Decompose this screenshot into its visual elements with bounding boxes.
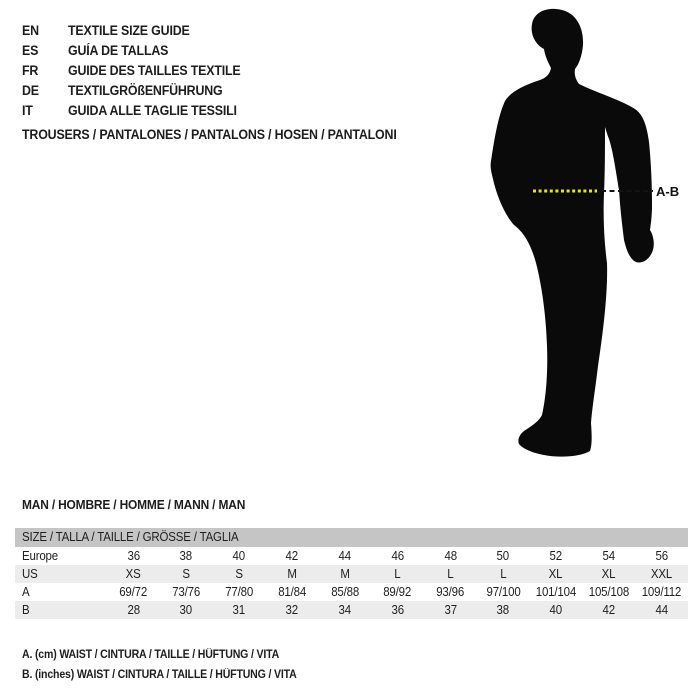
table-cell: 40 [549,603,563,617]
language-row-fr [22,60,256,80]
table-cell: 89/92 [383,585,412,599]
table-cell: 36 [127,549,140,563]
table-cell: S [235,567,243,581]
table-cell: 46 [391,549,404,563]
footnotes [22,645,320,685]
table-cell: 85/88 [330,585,359,599]
table-cell: 97/100 [486,585,521,599]
table-cell: 32 [285,603,299,617]
table-cell: 109/112 [641,585,682,599]
language-row-es [22,40,256,60]
table-cell: XL [601,567,616,581]
table-cell: 37 [444,603,457,617]
table-cell: 73/76 [172,585,201,599]
row-label: B [22,603,30,617]
waist-measure-label: A-B [656,184,680,199]
table-cell: 44 [655,603,668,617]
table-cell: M [287,567,297,581]
table-cell: 42 [602,603,615,617]
table-cell: L [499,567,507,581]
language-row-en [22,20,256,40]
table-cell: 56 [655,549,668,563]
footnote-b: B. (inches) WAIST / CINTURA / TAILLE / HÜFTUNG / VITA [22,669,297,681]
table-cell: 69/72 [119,585,148,599]
table-cell: 50 [496,549,510,563]
man-silhouette-figure [478,2,693,462]
table-cell: XS [125,567,141,581]
size-table-header: SIZE / TALLA / TAILLE / GRÖSSE / TAGLIA [15,528,688,547]
table-cell: 30 [179,603,193,617]
table-cell: 34 [338,603,351,617]
language-row-de [22,80,256,100]
table-cell: 44 [338,549,351,563]
table-cell: 105/108 [588,585,629,599]
table-cell: 40 [232,549,246,563]
table-row-europe [15,547,688,565]
table-cell: 93/96 [436,585,465,599]
language-code: IT [22,102,33,118]
table-cell: 52 [549,549,563,563]
language-title: TEXTILGRÖßENFÜHRUNG [68,82,223,98]
language-code: ES [22,42,39,58]
man-silhouette [491,9,654,457]
category-title: TROUSERS / PANTALONES / PANTALONS / HOSEN / PANTALONI [22,127,397,142]
language-code: DE [22,82,39,98]
table-cell: 31 [232,603,246,617]
table-cell: XL [549,567,563,581]
table-cell: 101/104 [535,585,577,599]
row-label: A [22,585,30,599]
language-list [22,20,256,120]
table-cell: 54 [602,549,615,563]
table-cell: XXL [650,567,673,581]
row-label: Europe [22,549,58,563]
table-cell: 42 [285,549,299,563]
table-cell: 77/80 [225,585,253,599]
table-cell: 36 [391,603,404,617]
table-cell: 38 [496,603,510,617]
footnote-a: A. (cm) WAIST / CINTURA / TAILLE / HÜFTUNG / VITA [22,649,280,661]
size-table [15,528,688,619]
table-row-a-cm [15,583,688,601]
table-cell: L [394,567,401,581]
table-cell: 48 [444,549,457,563]
language-title: GUÍA DE TALLAS [68,42,169,58]
language-row-it [22,100,256,120]
language-code: FR [22,62,39,78]
table-cell: 38 [179,549,193,563]
language-code: EN [22,22,39,38]
section-title: MAN / HOMBRE / HOMME / MANN / MAN [22,497,246,512]
table-cell: 81/84 [277,585,306,599]
row-label: US [22,567,38,581]
table-cell: M [339,567,350,581]
table-row-b-inches [15,601,688,619]
language-title: GUIDE DES TAILLES TEXTILE [68,62,241,78]
language-title: TEXTILE SIZE GUIDE [68,22,190,38]
language-title: GUIDA ALLE TAGLIE TESSILI [68,102,237,118]
table-cell: 28 [127,603,140,617]
table-cell: S [182,567,190,581]
table-row-us [15,565,688,583]
table-cell: L [447,567,454,581]
